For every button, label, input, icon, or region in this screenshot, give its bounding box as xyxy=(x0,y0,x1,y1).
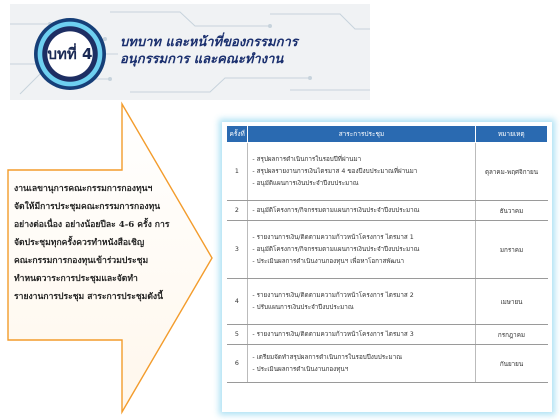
agenda-cell xyxy=(248,143,475,201)
agenda-item: - เตรียมจัดทำสรุปผลการดำเนินการในรอบปีงบประมาณ xyxy=(252,353,403,361)
meeting-number: 2 xyxy=(227,201,248,221)
table-row xyxy=(227,279,548,325)
agenda-cell xyxy=(248,201,475,221)
agenda-cell xyxy=(248,279,475,325)
agenda-item: - ปรับแผนการเงินประจำปีงบประมาณ xyxy=(252,303,354,311)
table-header-row xyxy=(227,126,548,143)
agenda-item: - สรุปผลการดำเนินการในรอบปีที่ผ่านมา xyxy=(252,155,362,163)
callout-line: คณะกรรมการกองทุนเข้าร่วมประชุม xyxy=(14,256,149,266)
agenda-cell xyxy=(248,345,475,383)
table-row xyxy=(227,325,548,345)
callout-line: ทำหนดวาระการประชุมและจัดทำ xyxy=(14,274,138,284)
meeting-number: 3 xyxy=(227,221,248,279)
agenda-item: - ประเมินผลการดำเนินงานกองทุนฯ xyxy=(252,365,349,373)
agenda-item: - รายงานการเงิน/ติดตามความก้าวหน้าโครงการ ไตรมาส 2 xyxy=(252,291,414,299)
agenda-item: - สรุปผลรายงานการเงินไตรมาส 4 ของปีงบประมาณที่ผ่านมา xyxy=(252,167,418,175)
callout-text xyxy=(14,180,200,306)
agenda-cell xyxy=(248,221,475,279)
meeting-schedule-table xyxy=(226,125,548,383)
header-meeting-number: ครั้งที่ xyxy=(227,126,248,143)
agenda-item: - ประเมินผลการดำเนินงานกองทุนฯ เพื่อหาโอกาสพัฒนา xyxy=(252,257,405,265)
agenda-item: - อนุมัติแผนการเงินประจำปีงบประมาณ xyxy=(252,179,359,187)
callout-line: จัดประชุมทุกครั้งควรทำหนังสือเชิญ xyxy=(14,238,145,248)
note-cell: กันยายน xyxy=(475,345,548,383)
table-row xyxy=(227,201,548,221)
meeting-number: 5 xyxy=(227,325,248,345)
agenda-cell xyxy=(248,325,475,345)
header-note: หมายเหตุ xyxy=(475,126,548,143)
callout-line: จัดให้มีการประชุมคณะกรรมการกองทุน xyxy=(14,202,161,212)
meeting-number: 1 xyxy=(227,143,248,201)
note-cell: เมษายน xyxy=(475,279,548,325)
meeting-number: 6 xyxy=(227,345,248,383)
callout-line: งานเลขานุการคณะกรรมการกองทุนฯ xyxy=(14,184,153,194)
note-cell: กรกฎาคม xyxy=(475,325,548,345)
agenda-item: - อนุมัติโครงการ/กิจกรรมตามแผนการเงินประจำปีงบประมาณ xyxy=(252,206,420,214)
table-row xyxy=(227,345,548,383)
agenda-item: - รายงานการเงิน/ติดตามความก้าวหน้าโครงการ ไตรมาส 1 xyxy=(252,233,414,241)
agenda-item: - อนุมัติโครงการ/กิจกรรมตามแผนการเงินประจำปีงบประมาณ xyxy=(252,245,420,253)
agenda-item: - รายงานการเงิน/ติดตามความก้าวหน้าโครงการ ไตรมาส 3 xyxy=(252,330,414,338)
callout-line: รายงานการประชุม สาระการประชุมดังนี้ xyxy=(14,292,163,302)
note-cell: ตุลาคม-พฤศจิกายน xyxy=(475,143,548,201)
meeting-table-panel xyxy=(222,122,552,412)
callout-line: อย่างต่อเนื่อง อย่างน้อยปีละ 4-6 ครั้ง การ xyxy=(14,220,170,230)
header-agenda: สาระการประชุม xyxy=(248,126,475,143)
note-cell: ธันวาคม xyxy=(475,201,548,221)
table-row xyxy=(227,221,548,279)
table-row xyxy=(227,143,548,201)
meeting-number: 4 xyxy=(227,279,248,325)
chapter-title: บทบาท และหน้าที่ของกรรมการ อนุกรรมการ และคณะทำงาน xyxy=(120,35,298,67)
chapter-badge-label: บทที่ 4 xyxy=(47,45,93,63)
note-cell: มกราคม xyxy=(475,221,548,279)
